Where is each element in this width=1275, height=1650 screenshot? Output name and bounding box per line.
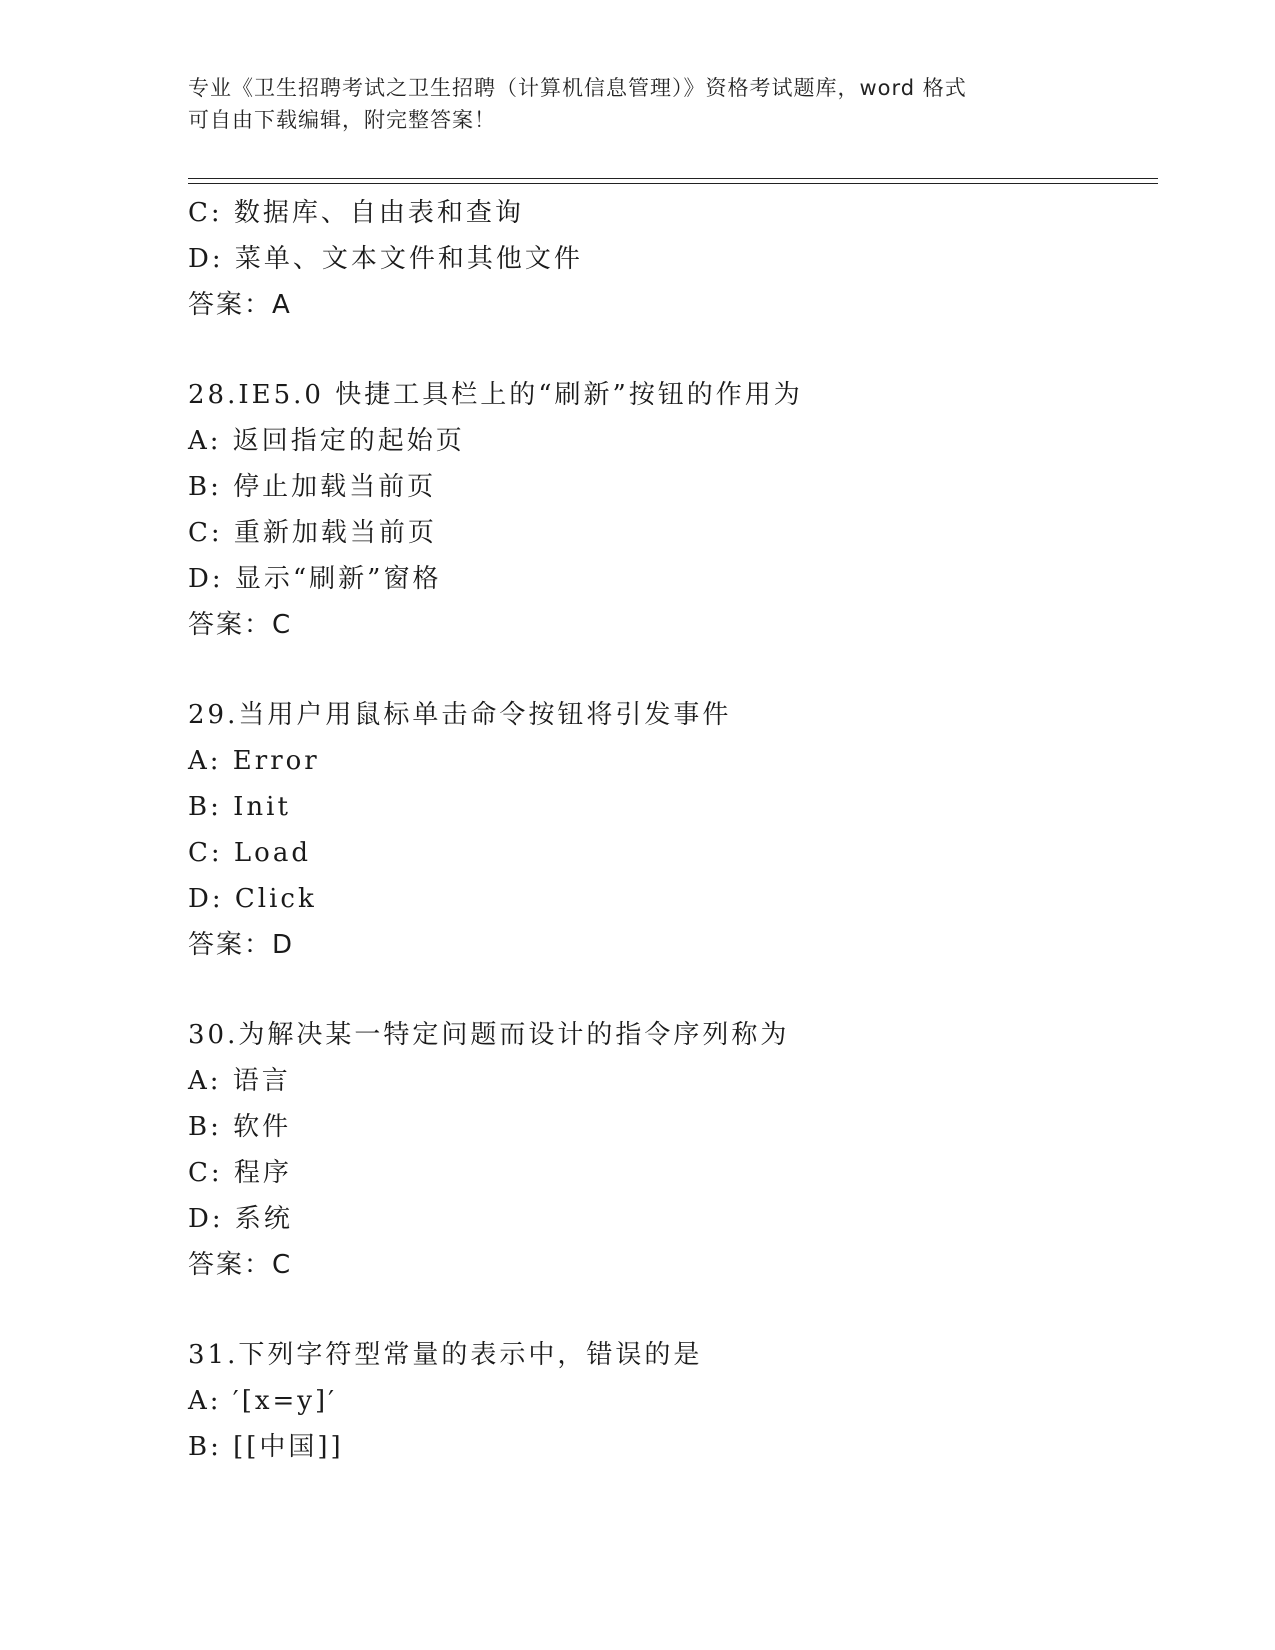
question-stem: 29.当用户用鼠标单击命令按钮将引发事件 [188,700,732,730]
option-b: B: 软件 [188,1112,292,1142]
option-a: A: 语言 [188,1066,291,1096]
question-30 [188,1012,1148,1288]
spacer [188,648,1148,692]
question-28 [188,372,1148,648]
question-stem: 28.IE5.0 快捷工具栏上的“刷新”按钮的作用为 [188,380,803,410]
option-c: C: 重新加载当前页 [188,518,437,548]
header-title-line-2: 可自由下载编辑，附完整答案！ [188,108,496,132]
spacer [188,328,1148,372]
answer-line: 答案：D [188,930,295,960]
option-b: B: Init [188,792,291,822]
question-list [188,190,1148,1470]
option-b: B: [[中国]] [188,1432,344,1462]
header-title-line-1: 专业《卫生招聘考试之卫生招聘（计算机信息管理）》资格考试题库，word 格式 [188,76,967,100]
header-divider-bottom [188,183,1158,184]
option-c: C: Load [188,838,311,868]
question-stem: 30.为解决某一特定问题而设计的指令序列称为 [188,1020,790,1050]
option-c: C: 程序 [188,1158,292,1188]
option-d: D: 显示“刷新”窗格 [188,564,442,594]
question-27-continued [188,190,1148,328]
option-d: D: Click [188,884,317,914]
question-29 [188,692,1148,968]
answer-line: 答案：C [188,1250,293,1280]
document-header [188,72,1088,136]
option-d: D: 菜单、文本文件和其他文件 [188,244,583,274]
option-a: A: 返回指定的起始页 [188,426,465,456]
option-a: A: Error [188,746,320,776]
option-b: B: 停止加载当前页 [188,472,437,502]
answer-line: 答案：A [188,290,292,320]
header-divider-top [188,178,1158,179]
spacer [188,1288,1148,1332]
option-d: D: 系统 [188,1204,293,1234]
spacer [188,968,1148,1012]
option-a: A: ′[x=y]′ [188,1386,338,1416]
answer-line: 答案：C [188,610,293,640]
question-stem: 31.下列字符型常量的表示中，错误的是 [188,1340,703,1370]
question-31 [188,1332,1148,1470]
option-c: C: 数据库、自由表和查询 [188,198,524,228]
